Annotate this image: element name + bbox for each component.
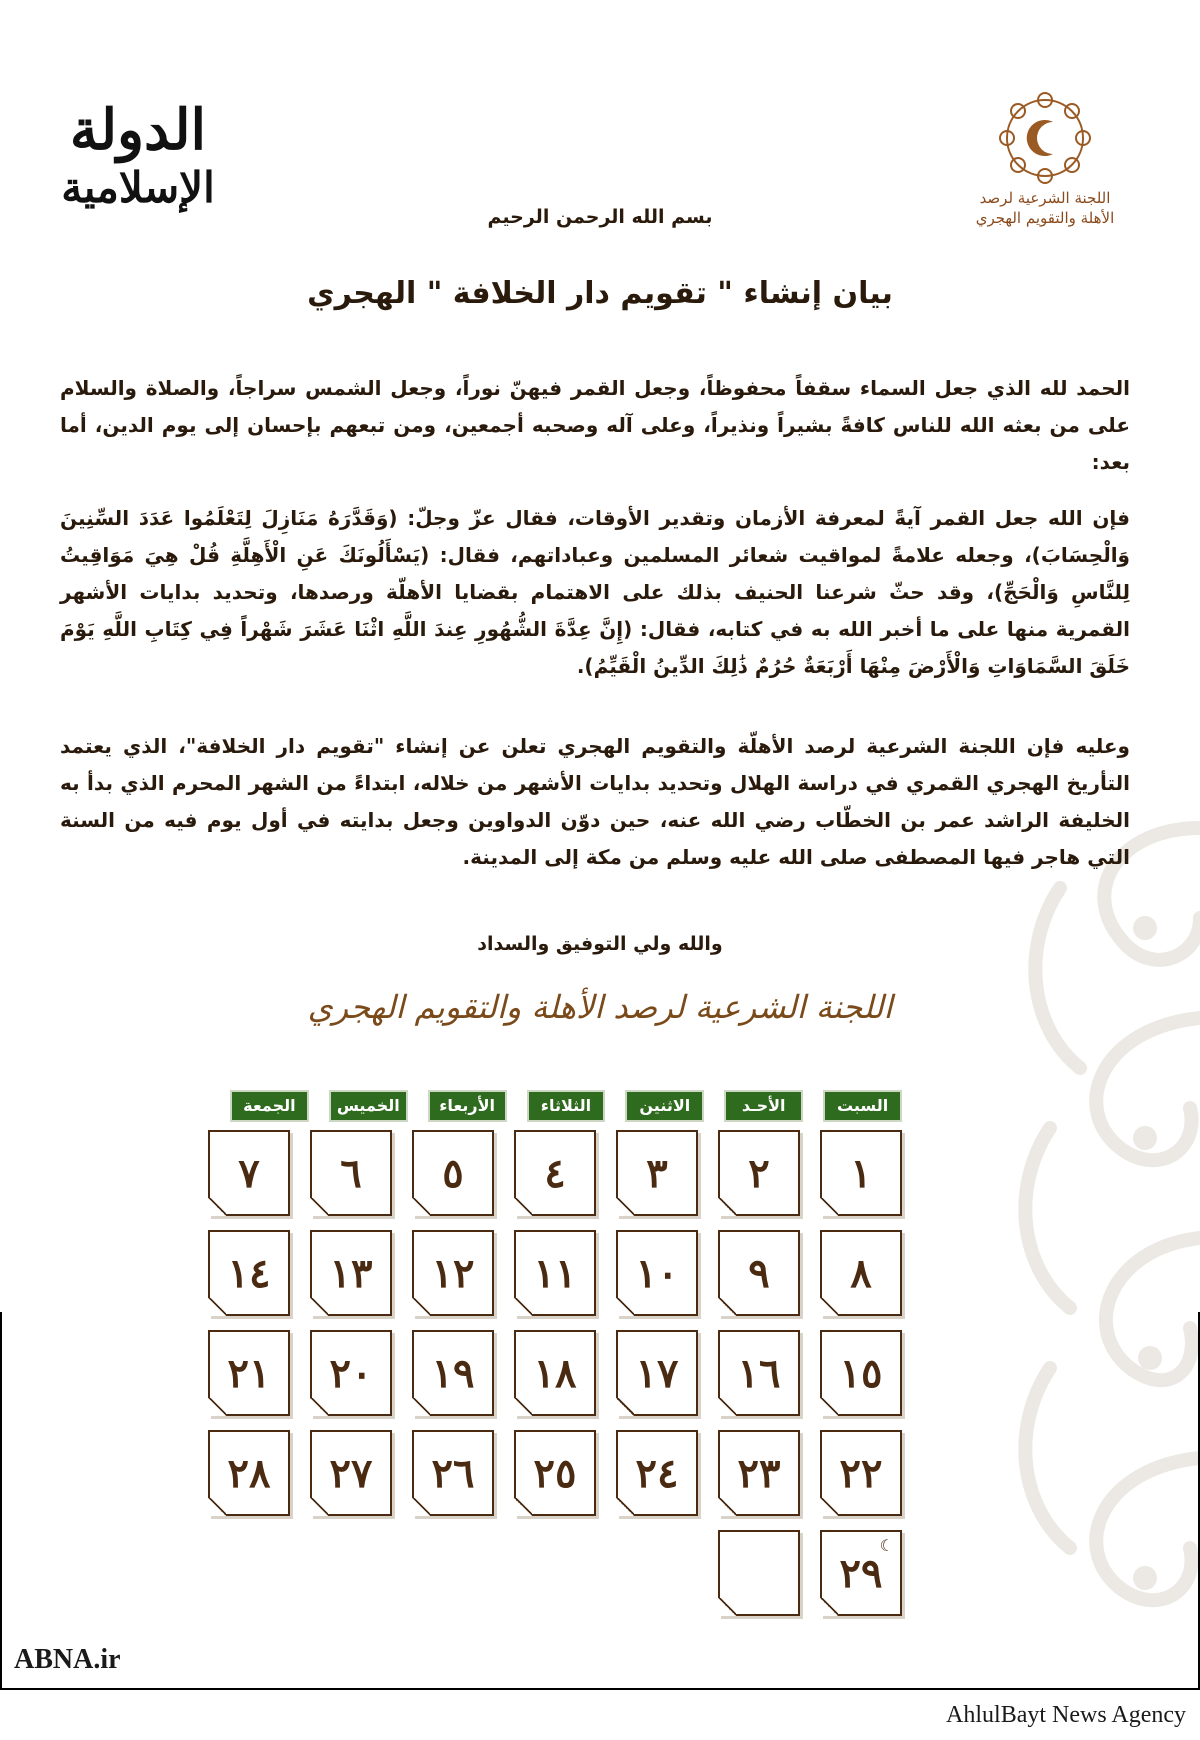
calendar-day-cell: [310, 1130, 392, 1216]
calendar-day-number: ٤: [544, 1149, 566, 1197]
paragraph-opening: الحمد لله الذي جعل السماء سقفاً محفوظاً، وجعل القمر فيهنّ نوراً، وجعل الشمس سراجاً، والصلاة والسلام على من بعثه الله للناس كافةً بشيراً ونذيراً، وعلى آله وصحبه أجمعين، ومن تبعهم بإحسان إلى يوم الدين، أما بعد:: [60, 376, 1130, 474]
calendar-day-cell: [718, 1130, 800, 1216]
state-logo-line-2: الإسلامية: [61, 163, 215, 212]
frame-left-line: [0, 1312, 2, 1688]
calendar-day-cell: [412, 1430, 494, 1516]
basmala: بسم الله الرحمن الرحيم: [487, 206, 713, 228]
calendar-day-number: ٢٩: [839, 1549, 883, 1597]
calendar-day-cell: [820, 1230, 902, 1316]
calendar-day-number: ٥: [442, 1149, 464, 1197]
state-logo-line-1: الدولة: [69, 97, 207, 163]
calendar-day-number: ١٧: [635, 1349, 679, 1397]
calendar-day-number: ٦: [340, 1149, 362, 1197]
committee-logo-line-2: الأهلة والتقويم الهجري: [975, 209, 1115, 227]
calendar-day-number: ١١: [533, 1249, 577, 1297]
calendar-day-cell: [208, 1230, 290, 1316]
crescent-rosette-icon: [995, 88, 1095, 188]
calendar-day-number: ١٠: [635, 1249, 679, 1297]
calendar-day-cell: [616, 1330, 698, 1416]
calendar-day-cell: [310, 1430, 392, 1516]
calendar-day-number: ٢٧: [329, 1449, 373, 1497]
calendar-day-cell: [820, 1530, 902, 1616]
calendar-day-cell: [208, 1330, 290, 1416]
document-title: بيان إنشاء " تقويم دار الخلافة " الهجري: [307, 276, 893, 311]
calendar-day-number: ٢١: [227, 1349, 271, 1397]
calendar-day-number: ١٦: [737, 1349, 781, 1397]
calendar-day-number: ٢٠: [329, 1349, 373, 1397]
calendar-day-number: ٢٣: [737, 1449, 781, 1497]
calendar-day-number: ١٨: [533, 1349, 577, 1397]
calendar-day-cell: [412, 1230, 494, 1316]
agency-name: AhlulBayt News Agency: [946, 1702, 1186, 1728]
calendar-day-cell: [616, 1230, 698, 1316]
committee-emblem: [960, 88, 1130, 228]
calendar-day-cell: [514, 1430, 596, 1516]
calendar-day-cell: [208, 1130, 290, 1216]
abna-logo: ABNA.ir: [14, 1644, 121, 1675]
calendar-day-number: ١٥: [839, 1349, 883, 1397]
calendar-day-cell: [820, 1330, 902, 1416]
document-sheet: [0, 48, 1200, 1688]
calendar-day-cell: [514, 1230, 596, 1316]
paragraph-moon: فإن الله جعل القمر آيةً لمعرفة الأزمان وتقدير الأوقات، فقال عزّ وجلّ: (وَقَدَّرَهُ مَنَازِلَ لِتَعْلَمُوا عَدَدَ السِّنِينَ وَالْحِسَابَ)، وجعله علامةً لمواقيت شعائر المسلمين وعباداتهم، فقال: (يَسْأَلُونَكَ عَنِ الْأَهِلَّةِ قُلْ هِيَ مَوَاقِيتُ لِلنَّاسِ وَالْحَجِّ)، وقد حثّ شرعنا الحنيف بذلك على الاهتمام بقضايا الأهلّة ورصدها، وتحديد بدايات الأشهر القمرية منها على ما أخبر الله به في كتابه، فقال: (إِنَّ عِدَّةَ الشُّهُورِ عِندَ اللَّهِ اثْنَا عَشَرَ شَهْراً فِي كِتَابِ اللَّهِ يَوْمَ خَلَقَ السَّمَاوَاتِ وَالْأَرْضَ مِنْهَا أَرْبَعَةٌ حُرُمٌ ذَٰلِكَ الدِّينُ الْقَيِّمُ).: [60, 506, 1130, 678]
calendar-day-number: ٢٥: [533, 1449, 577, 1497]
decorative-swirls: [900, 808, 1200, 1688]
calendar-day-cell: [616, 1430, 698, 1516]
weekday-header-5: الخميس: [329, 1090, 408, 1122]
calendar-day-number: ٢٨: [227, 1449, 271, 1497]
calendar-day-cell: [718, 1230, 800, 1316]
calendar-day-cell: [514, 1330, 596, 1416]
calendar-day-cell: [514, 1130, 596, 1216]
weekday-header-1: الأحـد: [724, 1090, 803, 1122]
weekday-header-4: الأربعاء: [428, 1090, 507, 1122]
calendar-day-cell: [820, 1430, 902, 1516]
calendar-grid: [227, 1130, 902, 1616]
islamic-state-logo: [58, 98, 218, 214]
calendar-day-number: ١٣: [329, 1249, 373, 1297]
calendar-day-cell: [412, 1130, 494, 1216]
calendar-day-number: ٢٦: [431, 1449, 475, 1497]
calendar-weekday-header: [230, 1090, 902, 1122]
calendar-day-number: ٢: [748, 1149, 770, 1197]
weekday-header-3: الثلاثاء: [527, 1090, 606, 1122]
calendar-day-cell: [412, 1330, 494, 1416]
calendar-day-number: ١٩: [431, 1349, 475, 1397]
calendar-day-number: ١: [850, 1149, 872, 1197]
calendar-day-cell: [616, 1130, 698, 1216]
calendar-day-number: ٨: [850, 1249, 872, 1297]
crescent-moon-icon: ☾: [879, 1536, 894, 1555]
calendar-day-cell: [310, 1230, 392, 1316]
calendar: [227, 1090, 902, 1616]
weekday-header-0: السبت: [823, 1090, 902, 1122]
calendar-day-cell: [718, 1430, 800, 1516]
agency-footer-bar: [0, 1688, 1200, 1740]
closing-line: والله ولي التوفيق والسداد: [477, 933, 723, 955]
paragraph-announcement: وعليه فإن اللجنة الشرعية لرصد الأهلّة والتقويم الهجري تعلن عن إنشاء "تقويم دار الخلافة"، الذي يعتمد التأريخ الهجري القمري في دراسة الهلال وتحديد بدايات الأشهر من خلاله، ابتداءً من الشهر المحرم الذي بدأ به الخليفة الراشد عمر بن الخطّاب رضي الله عنه، حين دوّن الدواوين وجعل بدايته في أول يوم فيه من السنة التي هاجر فيها المصطفى صلى الله عليه وسلم من مكة إلى المدينة.: [60, 734, 1130, 869]
calendar-day-number: ٢٤: [635, 1449, 679, 1497]
calendar-cell-blank: [718, 1530, 800, 1616]
calendar-day-number: ١٤: [227, 1249, 271, 1297]
committee-signature: اللجنة الشرعية لرصد الأهلة والتقويم الهجري: [307, 988, 893, 1026]
calendar-day-number: ٩: [748, 1249, 770, 1297]
calendar-day-cell: [718, 1330, 800, 1416]
calendar-day-number: ٢٢: [839, 1449, 883, 1497]
calendar-day-cell: [310, 1330, 392, 1416]
calendar-day-number: ٧: [238, 1149, 260, 1197]
calendar-day-cell: [820, 1130, 902, 1216]
committee-logo-line-1: اللجنة الشرعية لرصد: [979, 189, 1111, 207]
weekday-header-2: الاثنين: [625, 1090, 704, 1122]
calendar-day-number: ١٢: [431, 1249, 475, 1297]
calendar-day-cell: [208, 1430, 290, 1516]
calendar-day-number: ٣: [646, 1149, 668, 1197]
weekday-header-6: الجمعة: [230, 1090, 309, 1122]
